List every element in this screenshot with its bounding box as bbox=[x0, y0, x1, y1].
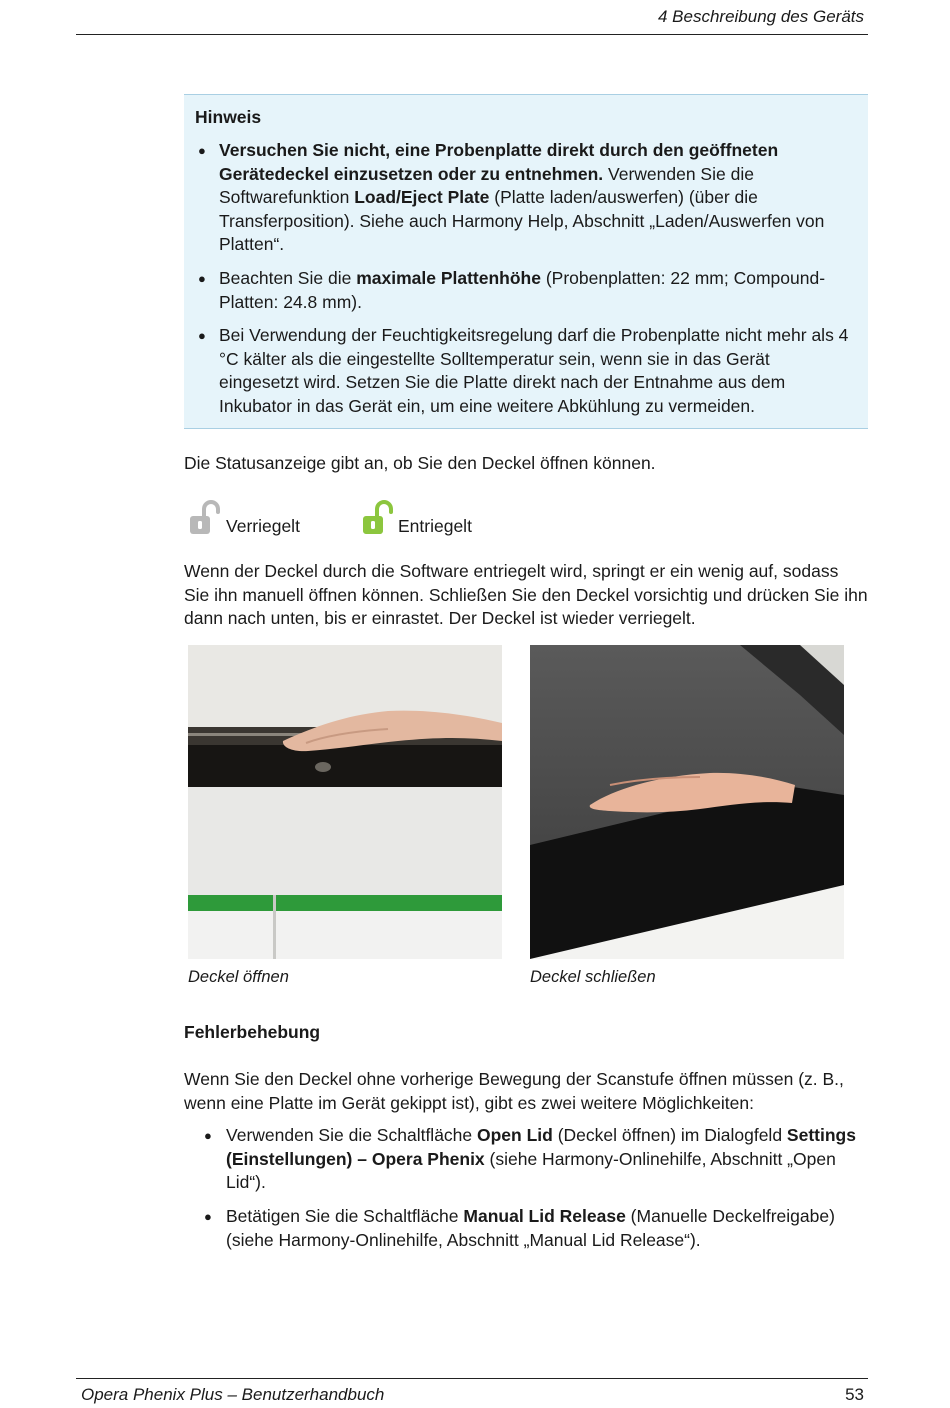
troubleshooting-intro: Wenn Sie den Deckel ohne vorherige Bewegung der Scanstufe öffnen müssen (z. B., wenn eine Platte im Gerät gekippt ist), gibt es zwei weitere Möglichkeiten: bbox=[184, 1069, 844, 1113]
bullet-icon: ● bbox=[204, 1209, 212, 1224]
lock-open-green-icon bbox=[360, 500, 396, 536]
lock-open-gray-icon bbox=[187, 500, 223, 536]
bullet-icon: ● bbox=[198, 271, 206, 286]
unlocked-label: Entriegelt bbox=[398, 516, 472, 536]
manual-title: Opera Phenix Plus – Benutzerhandbuch bbox=[81, 1385, 385, 1404]
bullet-icon: ● bbox=[204, 1128, 212, 1143]
note-box bbox=[184, 94, 868, 429]
lid-open-photo bbox=[188, 645, 502, 959]
note-title: Hinweis bbox=[195, 107, 262, 127]
page-header bbox=[76, 0, 868, 35]
status-paragraph: Die Statusanzeige gibt an, ob Sie den Deckel öffnen können. bbox=[184, 453, 656, 473]
list-item-text: Betätigen Sie die Schaltfläche Manual Lid Release (Manuelle Deckelfreigabe) (siehe Harmony-Onlinehilfe, Abschnitt „Manual Lid Release“). bbox=[226, 1206, 835, 1250]
note-bullet-text: Bei Verwendung der Feuchtigkeitsregelung darf die Probenplatte nicht mehr als 4 °C kälter als die eingestellte Solltemperatur sein, wenn sie in das Gerät eingesetzt wird. Setzen Sie die Platte direkt nach der Entnahme aus dem Inkubator in das Gerät ein, um eine weitere Abkühlung zu vermeiden. bbox=[219, 325, 849, 416]
note-bullet-text: Versuchen Sie nicht, eine Probenplatte direkt durch den geöffneten Gerätedeckel einzusetzen oder zu entnehmen. Verwenden Sie die Softwarefunktion Load/Eject Plate (Platte laden/auswerfen) (über die Transferposition). Siehe auch Harmony Help, Abschnitt „Laden/Auswerfen von Platten“. bbox=[219, 140, 825, 254]
lid-paragraph: Wenn der Deckel durch die Software entriegelt wird, springt er ein wenig auf, sodass Sie ihn manuell öffnen können. Schließen Sie den Deckel vorsichtig und drücken Sie ihn dann nach unten, bis er einrastet. Der Deckel ist wieder verriegelt. bbox=[184, 561, 868, 628]
page-number: 53 bbox=[845, 1385, 864, 1404]
bullet-icon: ● bbox=[198, 143, 206, 158]
section-heading: Fehlerbehebung bbox=[184, 1022, 321, 1042]
locked-label: Verriegelt bbox=[226, 516, 300, 536]
list-item-text: Verwenden Sie die Schaltfläche Open Lid (Deckel öffnen) im Dialogfeld Settings (Einstellungen) – Opera Phenix (siehe Harmony-Onlinehilfe, Abschnitt „Open Lid“). bbox=[226, 1125, 856, 1192]
caption-close: Deckel schließen bbox=[530, 968, 656, 986]
bullet-icon: ● bbox=[198, 328, 206, 343]
note-bullet-text: Beachten Sie die maximale Plattenhöhe (Probenplatten: 22 mm; Compound-Platten: 24.8 mm). bbox=[219, 268, 826, 312]
page-footer bbox=[76, 1378, 868, 1404]
caption-open: Deckel öffnen bbox=[188, 968, 289, 986]
lid-close-photo bbox=[530, 645, 844, 959]
chapter-title: 4 Beschreibung des Geräts bbox=[657, 7, 864, 26]
